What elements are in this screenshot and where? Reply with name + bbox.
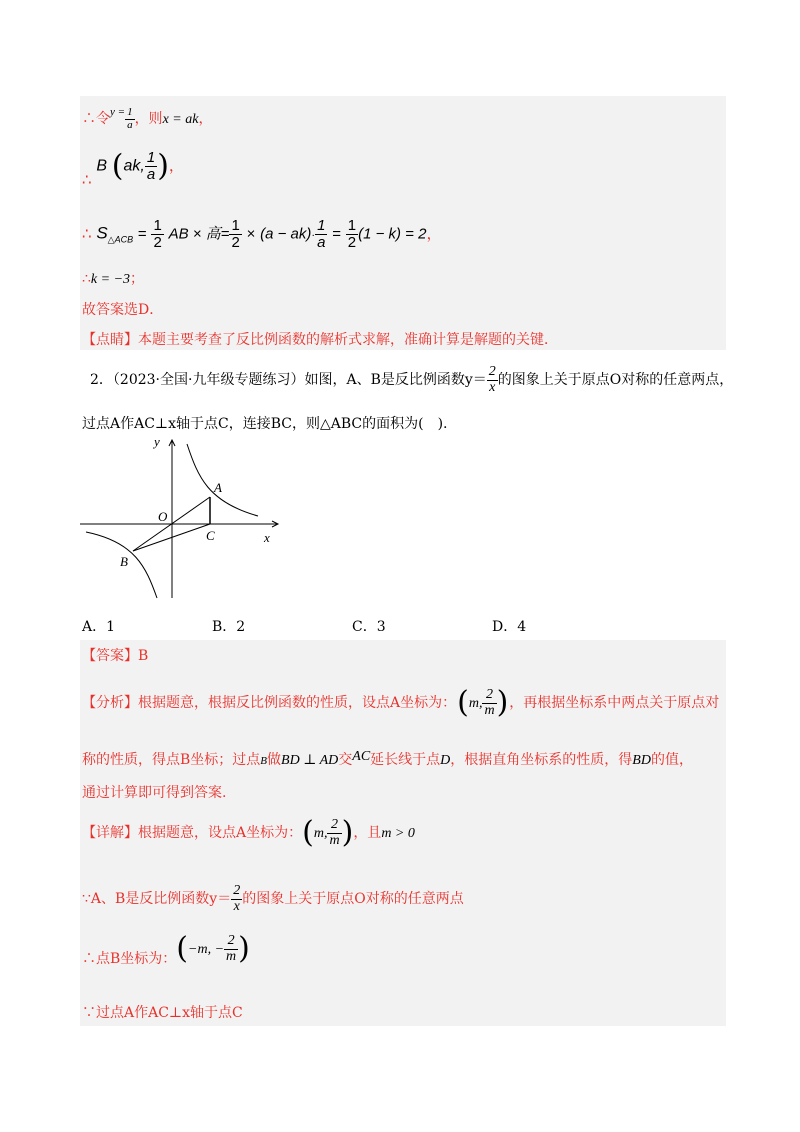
line3-eq1: = bbox=[137, 225, 147, 243]
solution-line-2 bbox=[82, 150, 184, 188]
question-frac-num: 2 bbox=[488, 364, 496, 379]
therefore-paren-close: ) bbox=[238, 931, 250, 967]
line3-end: ， bbox=[426, 224, 442, 243]
analysis-frac bbox=[482, 688, 496, 718]
therefore-paren-open: ( bbox=[176, 931, 189, 967]
line2-paren-open: ( bbox=[111, 148, 124, 184]
solution-line-5: 故答案选D． bbox=[82, 302, 164, 318]
solution-line-4 bbox=[82, 268, 144, 288]
line3-half-c-num: 1 bbox=[347, 217, 357, 234]
comment-tag: 【点睛】 bbox=[82, 332, 138, 348]
therefore-b-frac bbox=[224, 934, 238, 964]
analysis-line-1 bbox=[82, 685, 720, 721]
detail-frac-num: 2 bbox=[331, 817, 339, 832]
line2-frac-den: a bbox=[146, 165, 156, 183]
analysis-text-b: ，再根据坐标系中两点关于原点对 bbox=[509, 695, 720, 712]
line3-one: 1 bbox=[317, 217, 326, 234]
line4-end: ； bbox=[130, 271, 145, 287]
because1-text-a: ∵A、B是反比例函数y＝ bbox=[82, 891, 232, 908]
answer-line bbox=[82, 645, 148, 665]
question-source: （2023·全国·九年级专题练习） bbox=[112, 372, 305, 389]
line4-prefix: ∴ bbox=[82, 271, 91, 287]
detail-frac-den: m bbox=[329, 832, 340, 848]
line3-sub: △ACB bbox=[107, 234, 134, 245]
question-frac bbox=[487, 365, 498, 395]
line2-prefix: ∴ bbox=[82, 170, 92, 189]
detail-paren-open: ( bbox=[302, 815, 314, 851]
line3-frac-half-c bbox=[346, 218, 358, 251]
question-2-line-1 bbox=[90, 365, 733, 395]
analysis-frac-num: 2 bbox=[486, 687, 494, 702]
line3-a: a bbox=[317, 233, 326, 251]
label-c: C bbox=[206, 528, 215, 543]
line3-half-num: 1 bbox=[153, 217, 162, 234]
line3-ab: AB × 高= bbox=[168, 225, 230, 243]
comment-text: 本题主要考查了反比例函数的解析式求解，准确计算是解题的关键． bbox=[138, 332, 558, 348]
line2-frac-num: 1 bbox=[146, 149, 156, 166]
because1-frac bbox=[231, 884, 242, 914]
analysis-line2-d: BD ⊥ AD bbox=[281, 753, 339, 768]
analysis-coord-m: m, bbox=[468, 696, 483, 712]
comment-line bbox=[82, 329, 558, 349]
detail-frac bbox=[327, 818, 341, 848]
because-line-2: ∵过点A作AC⊥x轴于点C bbox=[82, 1005, 243, 1021]
therefore-b-coord-m: −m, − bbox=[188, 942, 225, 958]
line3-s: S bbox=[96, 223, 108, 243]
line3-prefix: ∴ bbox=[82, 224, 92, 243]
detail-line bbox=[82, 815, 415, 851]
analysis-line2-e: 交 bbox=[338, 752, 353, 768]
label-a: A bbox=[214, 480, 222, 495]
line3-half-b-num: 1 bbox=[231, 217, 240, 234]
label-y: y bbox=[154, 434, 160, 449]
analysis-line-2 bbox=[82, 749, 693, 769]
line1-prefix: ∴令 bbox=[82, 111, 110, 127]
detail-tag: 【详解】 bbox=[82, 825, 138, 842]
analysis-paren-open: ( bbox=[457, 685, 469, 721]
line3-paren: (a − ak) bbox=[260, 225, 312, 243]
line3-eq2: = bbox=[332, 225, 341, 243]
line4-eq: k = −3 bbox=[90, 272, 131, 287]
line1-frac-num: 1 bbox=[127, 105, 133, 118]
option-a[interactable]: A．1 bbox=[82, 619, 116, 635]
analysis-text-a: 根据题意，根据反比例函数的性质，设点A坐标为： bbox=[138, 695, 457, 712]
line2-frac bbox=[145, 150, 157, 183]
analysis-line2-f: AC bbox=[352, 749, 371, 764]
question-2-line-2: 过点A作AC⊥x轴于点C，连接BC，则△ABC的面积为( ). bbox=[82, 416, 448, 432]
because-line-1 bbox=[82, 884, 464, 914]
answer-tag: 【答案】 bbox=[82, 648, 138, 664]
therefore-b-frac-den: m bbox=[226, 948, 237, 964]
label-b: B bbox=[120, 554, 128, 569]
analysis-line2-c: 做 bbox=[267, 752, 282, 768]
question-text-a: 如图，A、B是反比例函数y＝ bbox=[304, 372, 487, 389]
line2-paren-close: ) bbox=[157, 148, 169, 184]
answer-value: B bbox=[138, 648, 149, 664]
option-c[interactable]: C．3 bbox=[352, 619, 386, 635]
detail-cond: m > 0 bbox=[381, 826, 415, 842]
analysis-line2-g: 延长线于点 bbox=[370, 752, 441, 768]
option-b[interactable]: B．2 bbox=[212, 619, 246, 635]
option-d[interactable]: D．4 bbox=[492, 619, 527, 635]
line1-frac bbox=[125, 107, 135, 131]
label-o: O bbox=[158, 509, 168, 524]
detail-coord bbox=[302, 815, 354, 851]
analysis-frac-den: m bbox=[484, 702, 495, 718]
line1-frac-den: a bbox=[127, 118, 133, 131]
analysis-line2-j: BD bbox=[632, 753, 651, 768]
detail-coord-m: m, bbox=[313, 826, 328, 842]
because1-frac-num: 2 bbox=[233, 883, 241, 898]
question-text-b: 的图象上关于原点O对称的任意两点， bbox=[497, 372, 734, 389]
analysis-tag: 【分析】 bbox=[82, 695, 138, 712]
analysis-line2-i: ，根据直角坐标系的性质，得 bbox=[450, 752, 633, 768]
analysis-line2-b: B bbox=[260, 755, 268, 767]
therefore-b-coord bbox=[176, 931, 250, 967]
line1-eq: y = bbox=[110, 106, 126, 118]
analysis-line-3: 通过计算即可得到答案. bbox=[82, 785, 227, 801]
line3-frac-half-b bbox=[229, 218, 241, 251]
line3-dot: · bbox=[311, 229, 316, 242]
question-number: 2． bbox=[90, 372, 113, 389]
question-frac-den: x bbox=[487, 380, 498, 396]
line2-point: B bbox=[96, 157, 107, 175]
label-x: x bbox=[264, 530, 270, 545]
analysis-coord bbox=[456, 685, 509, 721]
line3-frac-half bbox=[151, 218, 163, 251]
analysis-line2-k: 的值， bbox=[650, 752, 693, 768]
line3-times: × bbox=[246, 225, 256, 243]
line2-end: ， bbox=[168, 156, 184, 175]
line1-result: x = ak bbox=[162, 112, 199, 127]
line1-then: ，则 bbox=[134, 111, 163, 127]
analysis-paren-close: ) bbox=[496, 685, 509, 721]
line3-tail: (1 − k) = 2 bbox=[358, 225, 427, 243]
therefore-b-line bbox=[82, 931, 250, 968]
detail-text-b: ，且 bbox=[353, 825, 382, 842]
line3-half-c-den: 2 bbox=[347, 233, 357, 251]
because1-frac-den: x bbox=[231, 899, 242, 915]
because1-text-b: 的图象上关于原点O对称的任意两点 bbox=[242, 891, 464, 908]
line3-half-den: 2 bbox=[153, 233, 162, 251]
line2-coord-a: ak, bbox=[123, 157, 145, 175]
line3-frac-a bbox=[315, 218, 327, 251]
solution-line-1 bbox=[82, 106, 212, 131]
detail-paren-close: ) bbox=[341, 815, 354, 851]
analysis-line2-a: 称的性质，得点B坐标；过点 bbox=[82, 752, 261, 768]
therefore-b-frac-num: 2 bbox=[227, 933, 235, 948]
solution-line-3 bbox=[82, 218, 441, 251]
line3-half-b-den: 2 bbox=[231, 233, 240, 251]
detail-text-a: 根据题意，设点A坐标为： bbox=[138, 825, 303, 842]
analysis-line2-h: D bbox=[440, 753, 451, 768]
function-graph-figure bbox=[80, 432, 290, 602]
line1-end: ， bbox=[198, 111, 213, 127]
therefore-b-text: ∴点B坐标为： bbox=[82, 951, 177, 968]
